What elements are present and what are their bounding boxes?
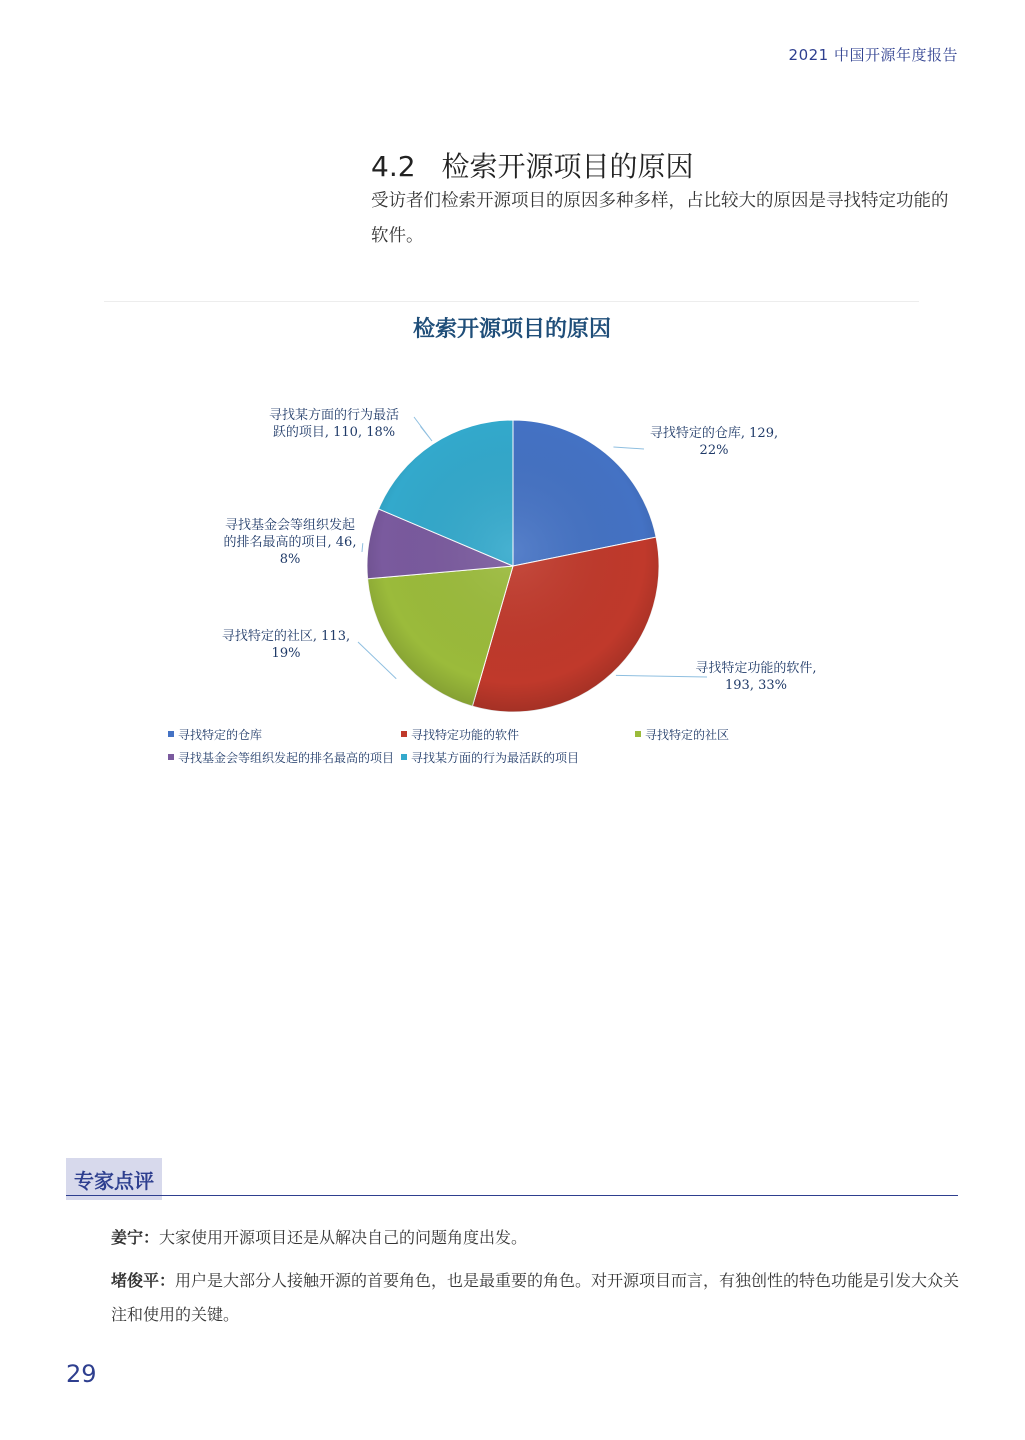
data-label-line: 22% [699, 443, 729, 458]
legend-swatch [401, 754, 407, 760]
data-label-line: 19% [271, 646, 301, 661]
running-header: 2021 中国开源年度报告 [788, 46, 958, 64]
data-label [269, 407, 399, 440]
data-label-line: 寻找特定的仓库, 129, [649, 426, 779, 441]
legend-swatch [168, 754, 174, 760]
chart-title: 检索开源项目的原因 [412, 316, 612, 342]
data-label-line: 跃的项目, 110, 18% [272, 425, 396, 440]
section-heading [371, 145, 694, 185]
data-label-line: 寻找特定功能的软件, [695, 661, 817, 676]
legend-label: 寻找特定的社区 [645, 728, 730, 742]
legend-swatch [635, 731, 641, 737]
data-label [650, 425, 778, 458]
expert-comment [111, 1221, 961, 1255]
expert-comment-tag: 专家点评 [66, 1158, 162, 1200]
data-label-line: 寻找某方面的行为最活 [268, 408, 400, 423]
comment-text: 大家使用开源项目还是从解决自己的问题角度出发。 [159, 1228, 528, 1247]
page-number: 29 [66, 1360, 97, 1388]
legend-item [401, 750, 579, 765]
legend-label: 寻找某方面的行为最活跃的项目 [411, 751, 580, 765]
legend-label: 寻找特定功能的软件 [411, 728, 520, 742]
leader-line [613, 447, 644, 449]
section-intro: 受访者们检索开源项目的原因多种多样，占比较大的原因是寻找特定功能的软件。 [371, 190, 949, 246]
comment-text: 用户是大部分人接触开源的首要角色，也是最重要的角色。对开源项目而言，有独创性的特色功能是引发大众关注和使用的关键。 [111, 1271, 960, 1324]
expert-comment-rule [66, 1195, 958, 1196]
leader-line [358, 642, 396, 679]
leader-line [414, 417, 432, 441]
data-label [695, 660, 816, 693]
section-number: 4.2 [371, 150, 416, 184]
legend-item [401, 727, 519, 742]
pie-chart [104, 302, 919, 782]
data-label [224, 517, 357, 567]
data-label-line: 的排名最高的项目, 46, [223, 535, 357, 550]
comment-author: 堵俊平： [111, 1271, 176, 1290]
section-title: 检索开源项目的原因 [441, 150, 694, 184]
data-label [222, 628, 350, 661]
pie-gloss [367, 420, 659, 712]
data-label-line: 193, 33% [725, 678, 787, 693]
legend-item [168, 750, 394, 765]
legend-swatch [168, 731, 174, 737]
data-label-line: 8% [279, 552, 301, 567]
data-label-line: 寻找特定的社区, 113, [221, 629, 351, 644]
leader-line [362, 543, 363, 552]
pie-shading [367, 420, 659, 712]
legend [168, 727, 729, 765]
legend-swatch [401, 731, 407, 737]
leader-line [616, 675, 707, 677]
expert-comment [111, 1264, 961, 1332]
legend-item [168, 727, 262, 742]
data-label-line: 寻找基金会等组织发起 [224, 518, 356, 533]
comment-author: 姜宁： [111, 1228, 160, 1247]
legend-label: 寻找基金会等组织发起的排名最高的项目 [178, 751, 395, 765]
legend-item [635, 727, 729, 742]
legend-label: 寻找特定的仓库 [178, 728, 263, 742]
